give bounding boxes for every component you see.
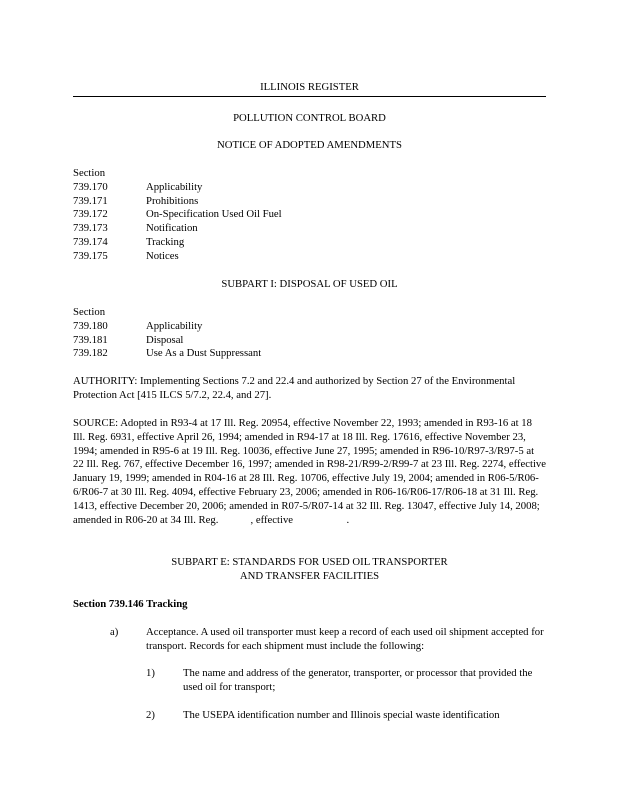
- toc-subpart-i: [73, 306, 546, 361]
- toc-title: Notices: [146, 249, 179, 262]
- toc-title: On-Specification Used Oil Fuel: [146, 208, 282, 221]
- board-title: POLLUTION CONTROL BOARD: [233, 112, 386, 124]
- toc-number: 739.174: [73, 235, 108, 248]
- toc-row: [73, 250, 546, 264]
- toc-number: 739.175: [73, 249, 108, 262]
- toc-number: 739.181: [73, 333, 108, 346]
- toc-subpart-h: [73, 167, 546, 264]
- authority-paragraph: AUTHORITY: Implementing Sections 7.2 and 22.4 and authorized by Section 27 of the Environmental Protection Act [415 ILCS 5/7.2, 22.4, and 27].: [73, 375, 516, 401]
- toc-number: 739.171: [73, 194, 108, 207]
- toc-number: 739.172: [73, 208, 108, 221]
- toc-row: [73, 208, 546, 222]
- toc-number: 739.170: [73, 180, 108, 193]
- toc-title: Notification: [146, 222, 198, 235]
- toc-title: Use As a Dust Suppressant: [146, 347, 262, 360]
- item-2-text: The USEPA identification number and Illinois special waste identification: [183, 709, 500, 721]
- toc-row: [73, 222, 546, 236]
- toc-row: [73, 334, 546, 348]
- register-header: ILLINOIS REGISTER: [73, 81, 546, 97]
- toc-number: 739.180: [73, 319, 108, 332]
- toc-title: Applicability: [146, 319, 203, 332]
- subpart-e-title: [73, 556, 546, 584]
- paragraph-a-label: a): [110, 626, 119, 638]
- item-1-text: The name and address of the generator, transporter, or processor that provided the used oil for transport;: [183, 667, 533, 693]
- subpart-e-line2: AND TRANSFER FACILITIES: [239, 569, 380, 582]
- toc-section-label: Section: [73, 306, 106, 318]
- item-1-label: 1): [146, 667, 155, 679]
- section-heading: Section 739.146 Tracking: [73, 598, 188, 610]
- toc-title: Prohibitions: [146, 194, 199, 207]
- toc-title: Applicability: [146, 180, 203, 193]
- paragraph-a-text: Acceptance. A used oil transporter must keep a record of each used oil shipment accepted for transport. Records for each shipment must include the following:: [146, 626, 544, 652]
- toc-number: 739.182: [73, 347, 108, 360]
- toc-title: Disposal: [146, 333, 184, 346]
- source-paragraph: SOURCE: Adopted in R93-4 at 17 Ill. Reg. 20954, effective November 22, 1993; amended in R93-16 at 18 Ill. Reg. 6931, effective April 26, 1994; amended in R94-17 at 18 Ill. Reg. 17616, effective November 23, 1994; amended in R95-6 at 19 Ill. Reg. 10036, effective June 27, 1995; amended in R96-10/R97-3/R97-5 at 22 Ill. Reg. 767, effective December 16, 1997; amended in R98-21/R99-2/R99-7 at 23 Ill. Reg. 2274, effective January 19, 1999; amended in R04-16 at 28 Ill. Reg. 10706, effective July 19, 2004; amended in R06-5/R06-6/R06-7 at 30 Ill. Reg. 4094, effective February 23, 2006; amended in R06-16/R06-17/R06-18 at 31 Ill. Reg. 1413, effective December 20, 2006; amended in R07-5/R07-14 at 32 Ill. Reg. 13047, effective July 14, 2008; amended in R06-20 at 34 Ill. Reg. , effective .: [73, 417, 549, 526]
- subpart-e-line1: SUBPART E: STANDARDS FOR USED OIL TRANSPORTER: [171, 556, 448, 568]
- subpart-i-title: SUBPART I: DISPOSAL OF USED OIL: [221, 278, 398, 290]
- toc-number: 739.173: [73, 222, 108, 235]
- toc-row: [73, 320, 546, 334]
- toc-row: [73, 195, 546, 209]
- notice-title: NOTICE OF ADOPTED AMENDMENTS: [217, 139, 402, 151]
- toc-section-label: Section: [73, 167, 106, 179]
- toc-row: [73, 236, 546, 250]
- toc-row: [73, 347, 546, 361]
- item-2-label: 2): [146, 709, 155, 721]
- toc-row: [73, 181, 546, 195]
- toc-title: Tracking: [146, 235, 185, 248]
